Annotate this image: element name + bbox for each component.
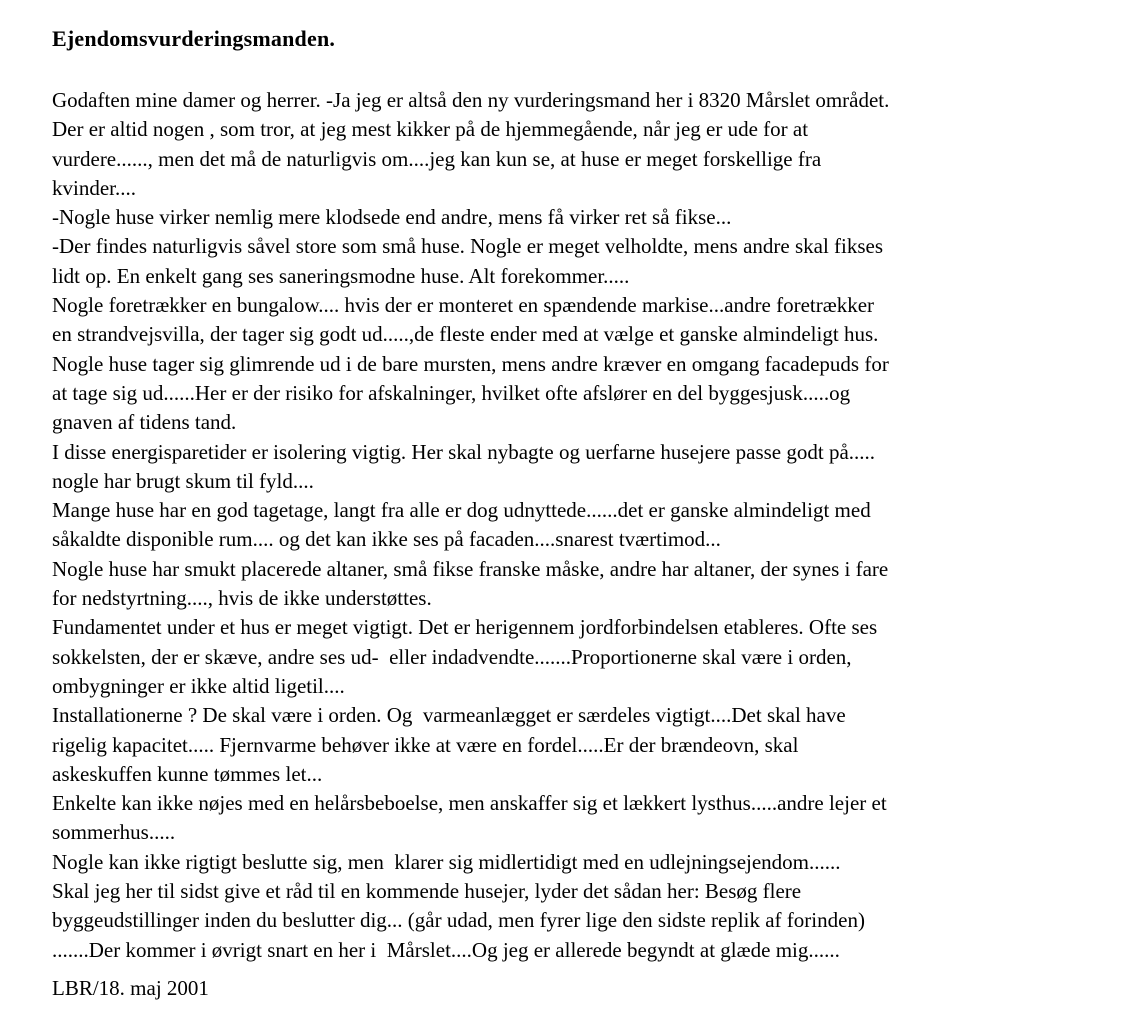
document-line: Fundamentet under et hus er meget vigtigt. Det er herigennem jordforbindelsen etableres. Ofte ses [52,615,878,640]
document-line: Skal jeg her til sidst give et råd til en kommende husejer, lyder det sådan her: Besøg flere [52,879,802,904]
document-line: at tage sig ud......Her er der risiko for afskalninger, hvilket ofte afslører en del byggesjusk.....og [52,380,851,405]
document-line: Mange huse har en god tagetage, langt fra alle er dog udnyttede......det er ganske almindeligt med [52,498,871,523]
document-line: Enkelte kan ikke nøjes med en helårsbeboelse, men anskaffer sig et lækkert lysthus.....andre lejer et [52,791,887,816]
document-line: kvinder.... [52,175,136,200]
signature-line: LBR/18. maj 2001 [52,975,209,1000]
document-title: Ejendomsvurderingsmanden. [52,26,336,51]
document-line: vurdere......, men det må de naturligvis om....jeg kan kun se, at huse er meget forskellige fra [52,146,822,171]
document-line: gnaven af tidens tand. [52,410,237,435]
document-line: Godaften mine damer og herrer. -Ja jeg er altså den ny vurderingsmand her i 8320 Mårslet området. [52,88,890,112]
document-line: en strandvejsvilla, der tager sig godt ud.....,de fleste ender med at vælge et ganske almindeligt hus. [52,322,879,347]
document-line: lidt op. En enkelt gang ses saneringsmodne huse. Alt forekommer..... [52,263,630,288]
document-line: sokkelsten, der er skæve, andre ses ud- eller indadvendte.......Proportionerne skal være i orden, [52,644,852,669]
document-line: askeskuffen kunne tømmes let... [52,761,323,786]
document-line: Der er altid nogen , som tror, at jeg mest kikker på de hjemmegående, når jeg er ude for at [52,117,809,142]
document-line: for nedstyrtning...., hvis de ikke understøttes. [52,586,432,611]
document-line: Installationerne ? De skal være i orden. Og varmeanlægget er særdeles vigtigt....Det skal have [52,703,846,728]
document-line: sommerhus..... [52,820,176,845]
document-line: .......Der kommer i øvrigt snart en her i Mårslet....Og jeg er allerede begyndt at glæde mig...... [52,937,840,962]
document-line: Nogle foretrækker en bungalow.... hvis der er monteret en spændende markise...andre foretrækker [52,293,875,318]
document-line: nogle har brugt skum til fyld.... [52,468,314,493]
document-line: Nogle huse tager sig glimrende ud i de bare mursten, mens andre kræver en omgang facadepuds for [52,351,889,376]
document-line: -Der findes naturligvis såvel store som små huse. Nogle er meget velholdte, mens andre skal fikses [52,234,884,259]
document-body [52,86,1086,965]
document-line: såkaldte disponible rum.... og det kan ikke ses på facaden....snarest tværtimod... [52,527,721,552]
document-line: -Nogle huse virker nemlig mere klodsede end andre, mens få virker ret så fikse... [52,205,732,230]
document-line: ombygninger er ikke altid ligetil.... [52,673,345,698]
document-line: Nogle kan ikke rigtigt beslutte sig, men klarer sig midlertidigt med en udlejningsejendom...... [52,849,841,874]
document-line: rigelig kapacitet..... Fjernvarme behøver ikke at være en fordel.....Er der brændeovn, skal [52,732,799,757]
document-line: byggeudstillinger inden du beslutter dig... (går udad, men fyrer lige den sidste replik af forinden) [52,908,865,933]
document-line: Nogle huse har smukt placerede altaner, små fikse franske måske, andre har altaner, der synes i fare [52,556,889,581]
document-line: I disse energisparetider er isolering vigtig. Her skal nybagte og uerfarne husejere passe godt på..... [52,439,876,464]
